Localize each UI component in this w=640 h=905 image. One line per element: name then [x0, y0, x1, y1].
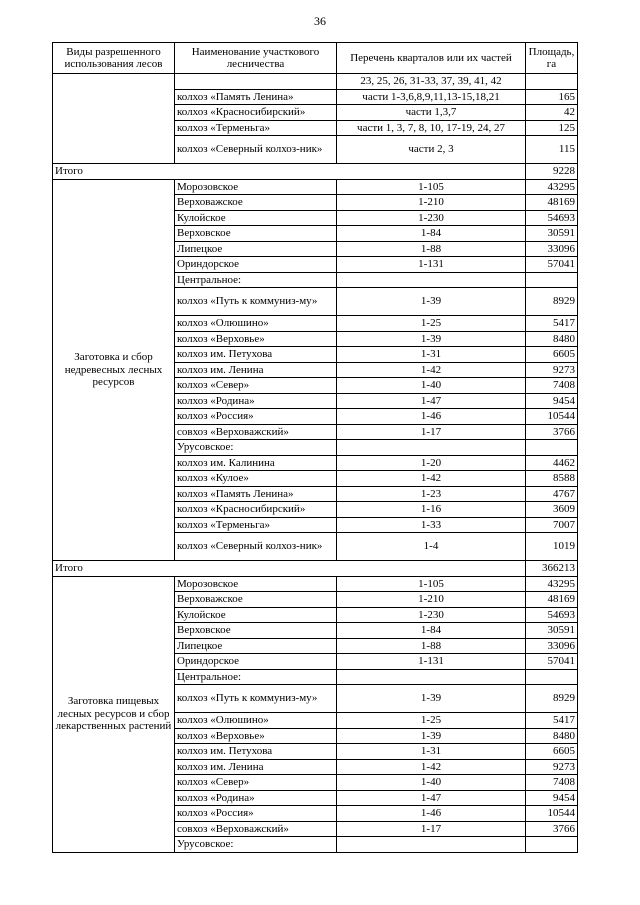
quarters-cell: 1-230 — [337, 210, 526, 226]
use-type-cell: Заготовка пищевых лесных ресурсов и сбор лекарственных растений — [53, 576, 175, 852]
area-cell: 42 — [526, 105, 578, 121]
area-cell: 9454 — [526, 790, 578, 806]
forestry-cell: колхоз им. Калинина — [175, 455, 337, 471]
quarters-cell: 1-39 — [337, 685, 526, 713]
forestry-cell: колхоз «Север» — [175, 378, 337, 394]
total-row — [53, 561, 578, 577]
area-cell: 5417 — [526, 713, 578, 729]
forestry-cell: Кулойское — [175, 607, 337, 623]
quarters-cell: 1-88 — [337, 638, 526, 654]
total-row — [53, 164, 578, 180]
forestry-cell: колхоз «Олюшино» — [175, 316, 337, 332]
forestry-cell: колхоз «Верховье» — [175, 728, 337, 744]
area-cell: 125 — [526, 120, 578, 136]
area-cell: 57041 — [526, 654, 578, 670]
quarters-cell — [337, 837, 526, 853]
quarters-cell: 1-17 — [337, 424, 526, 440]
forestry-cell: колхоз «Красносибирский» — [175, 502, 337, 518]
area-cell: 9273 — [526, 362, 578, 378]
total-value: 9228 — [526, 164, 578, 180]
total-value: 366213 — [526, 561, 578, 577]
quarters-cell: 1-105 — [337, 576, 526, 592]
area-cell — [526, 272, 578, 288]
quarters-cell: 1-42 — [337, 471, 526, 487]
area-cell: 54693 — [526, 607, 578, 623]
forestry-cell: колхоз «Россия» — [175, 409, 337, 425]
area-cell: 115 — [526, 136, 578, 164]
forestry-cell: колхоз им. Ленина — [175, 362, 337, 378]
area-cell: 8480 — [526, 331, 578, 347]
area-cell — [526, 74, 578, 90]
quarters-cell — [337, 440, 526, 456]
header-quarters: Перечень кварталов или их частей — [337, 43, 526, 74]
forestry-cell: колхоз «Север» — [175, 775, 337, 791]
area-cell: 43295 — [526, 576, 578, 592]
table-header — [53, 43, 578, 74]
forestry-cell: Верховажское — [175, 592, 337, 608]
quarters-cell: 1-230 — [337, 607, 526, 623]
quarters-cell: 1-131 — [337, 654, 526, 670]
quarters-cell: 1-25 — [337, 713, 526, 729]
quarters-cell: 23, 25, 26, 31-33, 37, 39, 41, 42 — [337, 74, 526, 90]
forestry-cell: колхоз «Северный колхоз-ник» — [175, 136, 337, 164]
forestry-cell: Морозовское — [175, 179, 337, 195]
area-cell: 6605 — [526, 744, 578, 760]
header-use-type: Виды разрешенного использования лесов — [53, 43, 175, 74]
area-cell: 10544 — [526, 409, 578, 425]
total-label: Итого — [53, 164, 526, 180]
quarters-cell — [337, 669, 526, 685]
forestry-cell: колхоз «Северный колхоз-ник» — [175, 533, 337, 561]
quarters-cell: 1-39 — [337, 728, 526, 744]
forestry-cell: колхоз «Память Ленина» — [175, 89, 337, 105]
area-cell: 165 — [526, 89, 578, 105]
forestry-cell: колхоз «Терменьга» — [175, 120, 337, 136]
quarters-cell: 1-84 — [337, 226, 526, 242]
forestry-cell: колхоз «Родина» — [175, 790, 337, 806]
quarters-cell: 1-25 — [337, 316, 526, 332]
forestry-cell: Верховажское — [175, 195, 337, 211]
area-cell: 8588 — [526, 471, 578, 487]
table-row — [53, 179, 578, 195]
forestry-cell: колхоз «Россия» — [175, 806, 337, 822]
forestry-cell: Центральное: — [175, 669, 337, 685]
forestry-cell: колхоз «Память Ленина» — [175, 486, 337, 502]
forestry-cell: Липецкое — [175, 638, 337, 654]
area-cell: 5417 — [526, 316, 578, 332]
forestry-cell: колхоз «Путь к коммуниз-му» — [175, 288, 337, 316]
quarters-cell: части 1, 3, 7, 8, 10, 17-19, 24, 27 — [337, 120, 526, 136]
quarters-cell: 1-4 — [337, 533, 526, 561]
use-type-cell: Заготовка и сбор недревесных лесных ресурсов — [53, 179, 175, 561]
quarters-cell: 1-210 — [337, 592, 526, 608]
area-cell — [526, 440, 578, 456]
forestry-cell: колхоз «Терменьга» — [175, 517, 337, 533]
quarters-cell: 1-84 — [337, 623, 526, 639]
forestry-cell: Ориндорское — [175, 257, 337, 273]
quarters-cell: части 1-3,6,8,9,11,13-15,18,21 — [337, 89, 526, 105]
area-cell: 7408 — [526, 775, 578, 791]
area-cell: 33096 — [526, 241, 578, 257]
area-cell: 8929 — [526, 685, 578, 713]
quarters-cell: 1-42 — [337, 759, 526, 775]
forestry-cell: колхоз «Путь к коммуниз-му» — [175, 685, 337, 713]
quarters-cell: 1-46 — [337, 806, 526, 822]
forestry-cell: колхоз им. Петухова — [175, 744, 337, 760]
area-cell: 54693 — [526, 210, 578, 226]
quarters-cell: 1-33 — [337, 517, 526, 533]
quarters-cell — [337, 272, 526, 288]
quarters-cell: 1-105 — [337, 179, 526, 195]
quarters-cell: 1-42 — [337, 362, 526, 378]
area-cell — [526, 669, 578, 685]
area-cell: 30591 — [526, 226, 578, 242]
area-cell: 4767 — [526, 486, 578, 502]
forest-use-table — [52, 42, 578, 853]
header-area: Площадь, га — [526, 43, 578, 74]
quarters-cell: 1-47 — [337, 790, 526, 806]
quarters-cell: 1-39 — [337, 331, 526, 347]
quarters-cell: 1-39 — [337, 288, 526, 316]
area-cell: 43295 — [526, 179, 578, 195]
quarters-cell: части 1,3,7 — [337, 105, 526, 121]
quarters-cell: 1-17 — [337, 821, 526, 837]
table-row — [53, 74, 578, 90]
quarters-cell: 1-20 — [337, 455, 526, 471]
header-forestry: Наименование участкового лесничества — [175, 43, 337, 74]
forestry-cell: совхоз «Верховажский» — [175, 821, 337, 837]
area-cell: 8929 — [526, 288, 578, 316]
table-body — [53, 74, 578, 853]
forestry-cell: колхоз «Верховье» — [175, 331, 337, 347]
forestry-cell: колхоз им. Ленина — [175, 759, 337, 775]
area-cell: 7007 — [526, 517, 578, 533]
quarters-cell: 1-23 — [337, 486, 526, 502]
area-cell: 7408 — [526, 378, 578, 394]
area-cell: 3766 — [526, 424, 578, 440]
area-cell: 1019 — [526, 533, 578, 561]
quarters-cell: 1-46 — [337, 409, 526, 425]
forestry-cell: колхоз «Олюшино» — [175, 713, 337, 729]
forestry-cell: Урусовское: — [175, 440, 337, 456]
area-cell: 10544 — [526, 806, 578, 822]
forestry-cell: колхоз «Родина» — [175, 393, 337, 409]
quarters-cell: 1-47 — [337, 393, 526, 409]
forestry-cell: Морозовское — [175, 576, 337, 592]
area-cell: 9273 — [526, 759, 578, 775]
area-cell: 30591 — [526, 623, 578, 639]
forestry-cell: Липецкое — [175, 241, 337, 257]
quarters-cell: 1-40 — [337, 775, 526, 791]
forestry-cell: Центральное: — [175, 272, 337, 288]
forestry-cell — [175, 74, 337, 90]
quarters-cell: 1-40 — [337, 378, 526, 394]
table-row — [53, 576, 578, 592]
forestry-cell: колхоз им. Петухова — [175, 347, 337, 363]
area-cell: 6605 — [526, 347, 578, 363]
area-cell: 9454 — [526, 393, 578, 409]
quarters-cell: 1-131 — [337, 257, 526, 273]
quarters-cell: 1-31 — [337, 744, 526, 760]
forestry-cell: Урусовское: — [175, 837, 337, 853]
forestry-cell: Кулойское — [175, 210, 337, 226]
forestry-cell: колхоз «Кулое» — [175, 471, 337, 487]
quarters-cell: части 2, 3 — [337, 136, 526, 164]
area-cell: 3609 — [526, 502, 578, 518]
quarters-cell: 1-16 — [337, 502, 526, 518]
total-label: Итого — [53, 561, 526, 577]
quarters-cell: 1-31 — [337, 347, 526, 363]
quarters-cell: 1-210 — [337, 195, 526, 211]
area-cell: 33096 — [526, 638, 578, 654]
area-cell: 8480 — [526, 728, 578, 744]
area-cell — [526, 837, 578, 853]
quarters-cell: 1-88 — [337, 241, 526, 257]
use-type-cell-continued — [53, 74, 175, 164]
page-number: 36 — [314, 14, 326, 28]
forestry-cell: совхоз «Верховажский» — [175, 424, 337, 440]
forestry-cell: колхоз «Красносибирский» — [175, 105, 337, 121]
area-cell: 3766 — [526, 821, 578, 837]
area-cell: 48169 — [526, 592, 578, 608]
forestry-cell: Верховское — [175, 226, 337, 242]
forestry-cell: Ориндорское — [175, 654, 337, 670]
area-cell: 4462 — [526, 455, 578, 471]
area-cell: 57041 — [526, 257, 578, 273]
area-cell: 48169 — [526, 195, 578, 211]
forestry-cell: Верховское — [175, 623, 337, 639]
